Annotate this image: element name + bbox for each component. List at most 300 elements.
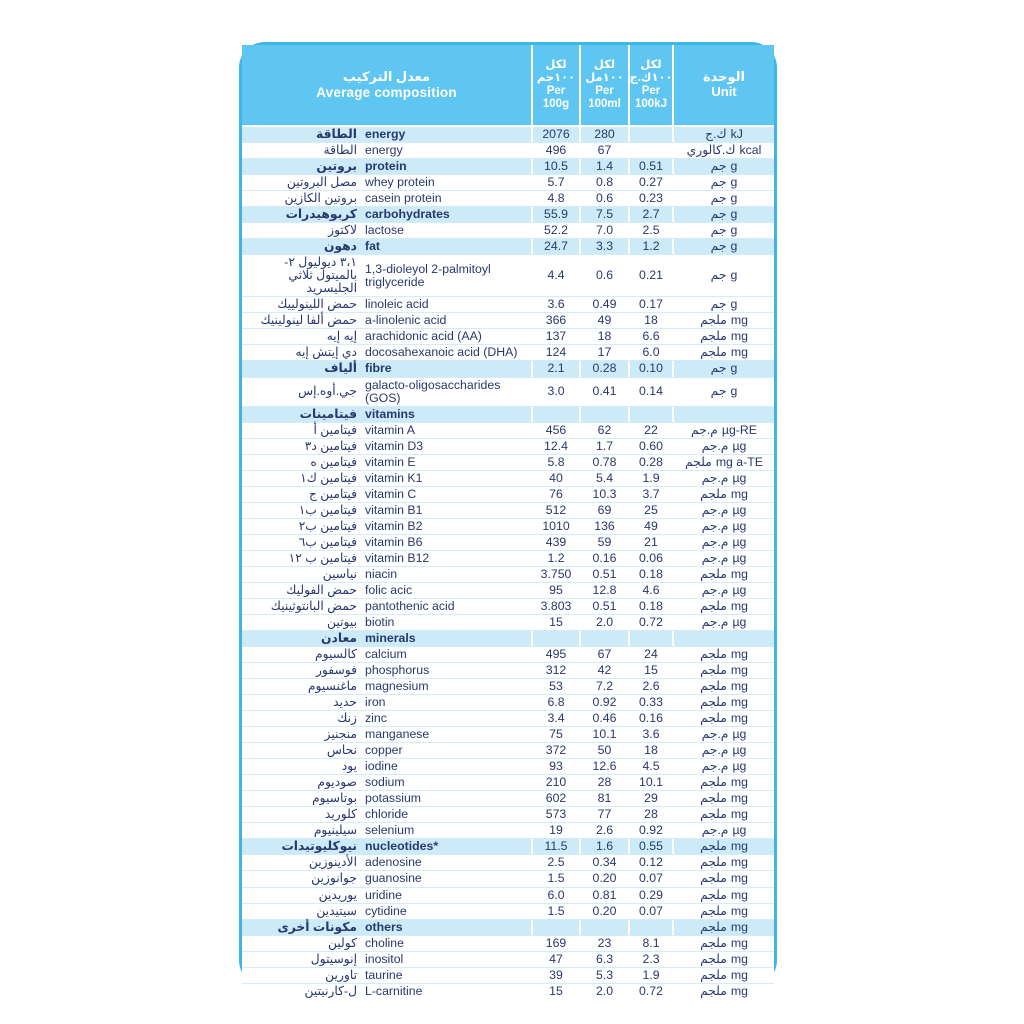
unit-arabic: ك.ج <box>705 127 727 141</box>
value-per-100kj: 0.72 <box>628 615 672 630</box>
nutrient-name-arabic: حمض البانتوثينيك <box>270 598 357 613</box>
table-header <box>242 45 774 125</box>
value-per-100g: 512 <box>531 503 579 518</box>
unit-cell <box>672 647 774 662</box>
value-per-100kj: 0.29 <box>628 888 672 903</box>
unit-arabic: م.جم <box>701 470 729 485</box>
unit-english: g <box>730 223 738 238</box>
unit-english: mg <box>730 919 748 934</box>
nutrient-name-arabic: سيلينيوم <box>313 823 357 838</box>
value-per-100kj: 6.6 <box>628 329 672 344</box>
nutrient-name-cell <box>242 727 531 742</box>
value-per-100ml: 67 <box>579 143 628 158</box>
table-row <box>242 502 774 518</box>
unit-arabic: ملجم <box>700 807 727 822</box>
value-per-100ml: 0.81 <box>579 888 628 903</box>
nutrient-name-arabic: كالسيوم <box>315 647 357 662</box>
nutrient-name-english: chloride <box>365 807 409 822</box>
unit-english: g <box>730 159 738 174</box>
unit-english: µg <box>732 534 747 549</box>
nutrient-name-cell <box>242 361 531 376</box>
unit-english: kJ <box>730 127 743 141</box>
value-per-100g: 93 <box>531 759 579 774</box>
nutrient-name-arabic: زنك <box>337 711 357 726</box>
unit-english: mg <box>730 935 748 950</box>
nutrient-name-english: docosahexanoic acid (DHA) <box>365 345 518 360</box>
table-row <box>242 206 774 222</box>
nutrient-name-english: pantothenic acid <box>365 598 455 613</box>
unit-cell <box>672 345 774 360</box>
value-per-100g: 6.8 <box>531 695 579 710</box>
table-row <box>242 566 774 582</box>
value-per-100ml: 2.0 <box>579 615 628 630</box>
unit-arabic: جم <box>710 223 727 238</box>
nutrient-name-english: potassium <box>365 791 422 806</box>
value-per-100kj: 3.7 <box>628 487 672 502</box>
unit-english: g <box>730 191 738 206</box>
value-per-100g: 5.8 <box>531 455 579 470</box>
value-per-100ml: 3.3 <box>579 239 628 254</box>
unit-cell <box>672 407 774 422</box>
table-row <box>242 377 774 406</box>
nutrient-name-cell <box>242 952 531 967</box>
table-row <box>242 694 774 710</box>
nutrient-name-english: vitamin C <box>365 486 417 501</box>
nutrient-name-english: copper <box>365 743 403 758</box>
nutrient-name-arabic: حمض ألفا لينولينيك <box>260 313 357 328</box>
value-per-100g: 3.750 <box>531 567 579 582</box>
value-per-100ml: 2.6 <box>579 823 628 838</box>
unit-cell <box>672 535 774 550</box>
value-per-100g: 312 <box>531 663 579 678</box>
value-per-100g: 137 <box>531 329 579 344</box>
value-per-100ml: 0.34 <box>579 855 628 870</box>
value-per-100g: 76 <box>531 487 579 502</box>
unit-english: mg <box>730 647 748 662</box>
table-row <box>242 919 774 935</box>
nutrient-name-english: 1,3-dioleyol 2-palmitoyl triglyceride <box>365 261 491 289</box>
value-per-100ml: 69 <box>579 503 628 518</box>
nutrient-name-arabic: فيتامين ب ١٢ <box>288 550 357 565</box>
value-per-100kj: 1.9 <box>628 968 672 983</box>
unit-english: µg <box>732 743 747 758</box>
nutrient-name-english: others <box>365 919 403 934</box>
value-per-100ml: 18 <box>579 329 628 344</box>
unit-cell <box>672 871 774 886</box>
unit-cell <box>672 297 774 312</box>
value-per-100g: 4.8 <box>531 191 579 206</box>
value-per-100g: 2.1 <box>531 361 579 376</box>
unit-cell <box>672 583 774 598</box>
unit-cell <box>672 775 774 790</box>
unit-english: mg <box>730 598 748 613</box>
value-per-100ml: 0.92 <box>579 695 628 710</box>
value-per-100kj: 4.6 <box>628 583 672 598</box>
value-per-100ml: 49 <box>579 313 628 328</box>
value-per-100g <box>531 407 579 422</box>
nutrient-name-arabic: فوسفور <box>315 663 357 678</box>
nutrient-name-english: cytidine <box>365 903 407 918</box>
value-per-100kj: 15 <box>628 663 672 678</box>
value-per-100g <box>531 920 579 935</box>
nutrient-name-english: a-linolenic acid <box>365 313 447 328</box>
nutrient-name-cell <box>242 455 531 470</box>
header-per-100g <box>531 45 579 125</box>
nutrient-name-cell <box>242 583 531 598</box>
header-per-100kj-arabic-line1: لكل <box>640 58 662 71</box>
value-per-100ml: 0.16 <box>579 551 628 566</box>
value-per-100g: 2.5 <box>531 855 579 870</box>
nutrient-name-english: vitamin D3 <box>365 438 424 453</box>
table-row <box>242 518 774 534</box>
table-row <box>242 758 774 774</box>
unit-english: mg <box>730 486 748 501</box>
value-per-100ml: 0.20 <box>579 871 628 886</box>
value-per-100g: 124 <box>531 345 579 360</box>
value-per-100g: 3.0 <box>531 378 579 406</box>
value-per-100kj <box>628 127 672 142</box>
value-per-100g: 1.5 <box>531 871 579 886</box>
unit-english: µg <box>732 614 747 629</box>
nutrient-name-cell <box>242 855 531 870</box>
value-per-100g: 95 <box>531 583 579 598</box>
nutrient-name-arabic: فيتامينات <box>299 406 357 421</box>
value-per-100kj: 0.21 <box>628 255 672 296</box>
value-per-100kj: 0.14 <box>628 378 672 406</box>
unit-english: µg <box>732 518 747 533</box>
value-per-100kj: 2.6 <box>628 679 672 694</box>
header-per-100kj-arabic-line2: ١٠٠ك.ج <box>629 71 673 84</box>
unit-arabic: ك.كالوري <box>686 143 736 158</box>
unit-arabic: ملجم <box>700 919 727 934</box>
header-per-100g-arabic-line2: ١٠٠جم <box>536 71 576 84</box>
nutrient-name-arabic: الأدينوزين <box>308 855 357 870</box>
table-row <box>242 360 774 376</box>
nutrient-name-cell <box>242 871 531 886</box>
value-per-100ml: 23 <box>579 936 628 951</box>
table-row <box>242 951 774 967</box>
unit-cell <box>672 839 774 854</box>
nutrient-name-cell <box>242 159 531 174</box>
nutrient-name-english: zinc <box>365 711 387 726</box>
value-per-100ml: 7.0 <box>579 223 628 238</box>
unit-english: mg <box>730 775 748 790</box>
unit-cell <box>672 503 774 518</box>
table-body <box>242 125 774 999</box>
nutrient-name-english: iodine <box>365 759 398 774</box>
value-per-100g: 602 <box>531 791 579 806</box>
unit-cell <box>672 920 774 935</box>
unit-english: mg a-TE <box>715 454 763 469</box>
unit-cell <box>672 519 774 534</box>
value-per-100ml: 0.51 <box>579 567 628 582</box>
unit-english: g <box>730 239 738 254</box>
nutrient-name-arabic: جوانوزين <box>311 871 357 886</box>
unit-arabic: م.جم <box>701 534 729 549</box>
nutrient-name-cell <box>242 191 531 206</box>
nutrient-name-arabic: مكونات أخرى <box>277 919 357 934</box>
unit-english: mg <box>730 329 748 344</box>
table-row <box>242 158 774 174</box>
nutrient-name-arabic: حمض اللينولييك <box>277 297 357 312</box>
value-per-100g: 15 <box>531 615 579 630</box>
unit-arabic: ملجم <box>700 663 727 678</box>
value-per-100g: 75 <box>531 727 579 742</box>
nutrient-name-english: guanosine <box>365 871 422 886</box>
nutrient-name-english: biotin <box>365 614 395 629</box>
nutrient-name-cell <box>242 127 531 142</box>
value-per-100ml: 59 <box>579 535 628 550</box>
nutrient-name-cell <box>242 329 531 344</box>
nutrient-name-cell <box>242 487 531 502</box>
value-per-100g: 3.4 <box>531 711 579 726</box>
unit-cell <box>672 313 774 328</box>
nutrient-name-cell <box>242 920 531 935</box>
value-per-100kj: 0.16 <box>628 711 672 726</box>
value-per-100kj <box>628 920 672 935</box>
value-per-100g: 495 <box>531 647 579 662</box>
table-row <box>242 983 774 999</box>
value-per-100g: 24.7 <box>531 239 579 254</box>
nutrient-name-cell <box>242 791 531 806</box>
value-per-100kj <box>628 631 672 646</box>
value-per-100g: 439 <box>531 535 579 550</box>
table-row <box>242 662 774 678</box>
nutrient-name-arabic: ألياف <box>324 361 357 376</box>
nutrient-name-cell <box>242 175 531 190</box>
value-per-100ml: 1.7 <box>579 439 628 454</box>
nutrient-name-english: phosphorus <box>365 663 430 678</box>
nutrient-name-english: sodium <box>365 775 405 790</box>
nutrient-name-arabic: نياسين <box>322 566 357 581</box>
value-per-100g: 5.7 <box>531 175 579 190</box>
nutrient-name-arabic: نحاس <box>326 743 357 758</box>
unit-english: µg <box>732 438 747 453</box>
nutrient-name-english: inositol <box>365 951 404 966</box>
nutrient-name-arabic: حديد <box>333 695 357 710</box>
nutrient-name-english: vitamin K1 <box>365 470 423 485</box>
nutrient-name-english: vitamin A <box>365 422 415 437</box>
nutrient-name-arabic: فيتامين ه <box>310 454 357 469</box>
nutrient-name-arabic: فيتامين ب١ <box>298 502 357 517</box>
unit-arabic: م.جم <box>701 438 729 453</box>
value-per-100ml: 17 <box>579 345 628 360</box>
unit-cell <box>672 567 774 582</box>
value-per-100kj: 21 <box>628 535 672 550</box>
value-per-100g: 1.5 <box>531 904 579 919</box>
unit-english: mg <box>730 855 748 870</box>
unit-arabic: جم <box>710 297 727 312</box>
nutrient-name-arabic: سيتيدين <box>316 903 357 918</box>
nutrient-name-arabic: فيتامين ب٢ <box>298 518 357 533</box>
header-average-composition <box>242 45 531 125</box>
nutrient-name-arabic: جي.أوه.إس <box>298 384 357 399</box>
nutrient-name-cell <box>242 936 531 951</box>
unit-cell <box>672 378 774 406</box>
value-per-100kj: 18 <box>628 313 672 328</box>
value-per-100ml: 12.8 <box>579 583 628 598</box>
value-per-100kj: 0.28 <box>628 455 672 470</box>
table-row <box>242 822 774 838</box>
unit-arabic: ملجم <box>700 566 727 581</box>
table-row <box>242 614 774 630</box>
value-per-100g: 3.803 <box>531 599 579 614</box>
unit-cell <box>672 968 774 983</box>
nutrient-name-english: protein <box>365 159 407 174</box>
unit-arabic: ملجم <box>700 329 727 344</box>
table-row <box>242 790 774 806</box>
header-per-100g-arabic-line1: لكل <box>545 58 567 71</box>
value-per-100kj: 29 <box>628 791 672 806</box>
value-per-100ml: 28 <box>579 775 628 790</box>
nutrient-name-english: carbohydrates <box>365 207 450 222</box>
value-per-100g: 2076 <box>531 127 579 142</box>
unit-cell <box>672 823 774 838</box>
unit-arabic: جم <box>710 239 727 254</box>
unit-english: g <box>730 207 738 222</box>
value-per-100kj: 2.7 <box>628 207 672 222</box>
nutrient-name-arabic: فيتامين ب٦ <box>298 534 357 549</box>
nutrient-name-cell <box>242 551 531 566</box>
unit-cell <box>672 759 774 774</box>
nutrient-name-english: vitamin E <box>365 454 416 469</box>
value-per-100kj <box>628 407 672 422</box>
nutrient-name-english: vitamin B12 <box>365 550 430 565</box>
nutrient-name-cell <box>242 968 531 983</box>
table-row <box>242 887 774 903</box>
nutrient-name-arabic: ٣،١ ديوليول ٢- بالميتول ثلاثي الجليسريد <box>284 255 357 296</box>
unit-arabic: ملجم <box>700 839 727 854</box>
value-per-100kj: 25 <box>628 503 672 518</box>
unit-english: g <box>730 297 738 312</box>
unit-english: mg <box>730 951 748 966</box>
value-per-100kj: 49 <box>628 519 672 534</box>
nutrient-name-arabic: دي إيتش إيه <box>295 345 357 360</box>
nutrient-name-arabic: بروتين الكازين <box>284 191 357 206</box>
unit-arabic: ملجم <box>685 454 712 469</box>
table-row <box>242 486 774 502</box>
unit-cell <box>672 936 774 951</box>
value-per-100g: 6.0 <box>531 888 579 903</box>
unit-cell <box>672 329 774 344</box>
nutrient-name-english: energy <box>365 143 403 158</box>
nutrient-name-cell <box>242 775 531 790</box>
table-row <box>242 678 774 694</box>
table-row <box>242 344 774 360</box>
value-per-100ml: 0.6 <box>579 191 628 206</box>
value-per-100g: 15 <box>531 984 579 999</box>
unit-cell <box>672 727 774 742</box>
unit-cell <box>672 127 774 142</box>
value-per-100g: 456 <box>531 423 579 438</box>
unit-cell <box>672 631 774 646</box>
unit-cell <box>672 191 774 206</box>
nutrient-name-arabic: الطاقة <box>323 143 357 158</box>
table-row <box>242 582 774 598</box>
nutrient-name-cell <box>242 984 531 999</box>
unit-cell <box>672 711 774 726</box>
value-per-100kj: 0.55 <box>628 839 672 854</box>
value-per-100g: 10.5 <box>531 159 579 174</box>
header-unit-english: Unit <box>711 84 737 99</box>
value-per-100kj: 0.51 <box>628 159 672 174</box>
nutrient-name-english: arachidonic acid (AA) <box>365 329 482 344</box>
nutrient-name-english: casein protein <box>365 191 442 206</box>
value-per-100kj: 1.2 <box>628 239 672 254</box>
unit-english: mg <box>730 345 748 360</box>
table-row <box>242 312 774 328</box>
nutrient-name-cell <box>242 519 531 534</box>
unit-cell <box>672 223 774 238</box>
nutrient-name-cell <box>242 239 531 254</box>
unit-english: µg <box>732 582 747 597</box>
unit-english: mg <box>730 791 748 806</box>
value-per-100kj: 0.06 <box>628 551 672 566</box>
table-row <box>242 646 774 662</box>
value-per-100kj: 10.1 <box>628 775 672 790</box>
nutrient-name-cell <box>242 759 531 774</box>
table-row <box>242 406 774 422</box>
nutrient-name-english: iron <box>365 695 386 710</box>
nutrient-name-arabic: ماغنسيوم <box>307 679 357 694</box>
value-per-100ml: 0.8 <box>579 175 628 190</box>
unit-arabic: م.جم <box>691 422 718 437</box>
value-per-100kj: 0.12 <box>628 855 672 870</box>
unit-arabic: جم <box>710 175 727 190</box>
unit-english: mg <box>730 967 748 982</box>
unit-english: µg <box>732 470 747 485</box>
value-per-100ml: 50 <box>579 743 628 758</box>
nutrient-name-arabic: فيتامين ك١ <box>300 470 357 485</box>
unit-english: µg <box>732 727 747 742</box>
nutrient-name-cell <box>242 631 531 646</box>
nutrient-name-english: energy <box>365 127 406 141</box>
table-row <box>242 854 774 870</box>
nutrient-name-english: taurine <box>365 967 403 982</box>
unit-arabic: ملجم <box>700 486 727 501</box>
value-per-100ml: 136 <box>579 519 628 534</box>
value-per-100ml: 7.5 <box>579 207 628 222</box>
nutrient-name-english: uridine <box>365 887 402 902</box>
unit-cell <box>672 471 774 486</box>
nutrient-name-arabic: مصل البروتين <box>286 175 357 190</box>
value-per-100kj: 0.23 <box>628 191 672 206</box>
unit-cell <box>672 888 774 903</box>
table-row <box>242 534 774 550</box>
unit-english: g <box>730 361 738 376</box>
value-per-100g: 39 <box>531 968 579 983</box>
nutrient-name-english: L-carnitine <box>365 983 423 998</box>
unit-cell <box>672 455 774 470</box>
header-average-composition-english: Average composition <box>316 84 457 100</box>
unit-cell <box>672 423 774 438</box>
nutrient-name-arabic: يوريدين <box>318 887 357 902</box>
unit-arabic: ملجم <box>700 598 727 613</box>
unit-english: mg <box>730 903 748 918</box>
nutrient-name-arabic: معادن <box>321 631 357 645</box>
table-row <box>242 238 774 254</box>
nutrient-name-english: minerals <box>365 631 416 645</box>
nutrient-name-arabic: منجنيز <box>324 727 357 742</box>
unit-english: mg <box>730 839 748 854</box>
value-per-100g: 496 <box>531 143 579 158</box>
nutrient-name-cell <box>242 839 531 854</box>
value-per-100ml: 81 <box>579 791 628 806</box>
nutrient-name-arabic: نيوكليوتيدات <box>281 839 357 854</box>
nutrient-name-cell <box>242 743 531 758</box>
value-per-100ml <box>579 631 628 646</box>
header-per-100g-english-line1: Per <box>546 85 566 97</box>
